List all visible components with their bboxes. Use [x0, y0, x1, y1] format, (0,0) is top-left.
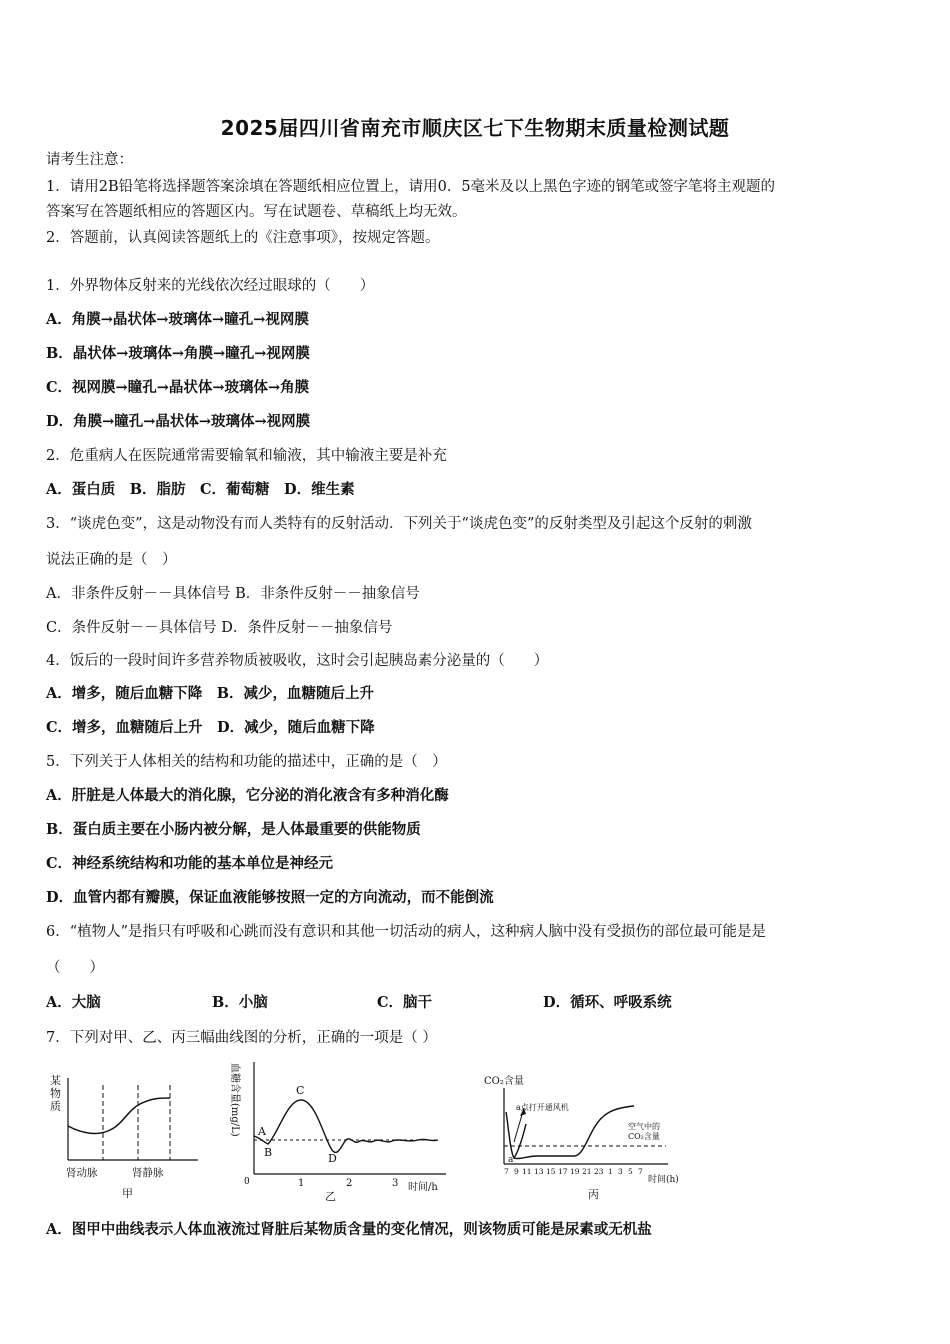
figure-bing-caption: 丙 [588, 1188, 599, 1201]
question-3-options-line-2: C．条件反射－－具体信号 D．条件反射－－抽象信号 [46, 620, 393, 636]
question-1-option-d: D．角膜→瞳孔→晶状体→玻璃体→视网膜 [46, 413, 311, 430]
figure-yi-point-c: C [296, 1084, 305, 1097]
figure-bing-tick-7: 21 [582, 1167, 592, 1176]
question-1-option-a: A．角膜→晶状体→玻璃体→瞳孔→视网膜 [46, 311, 309, 328]
figure-bing-tick-5: 17 [558, 1167, 568, 1176]
figure-yi-tick-2: 2 [346, 1178, 353, 1189]
figure-jia-ylabel-1: 某 [50, 1074, 61, 1087]
figure-jia-ylabel-2: 物 [50, 1087, 61, 1100]
figure-bing-ticks [504, 1167, 643, 1176]
figure-bing-tick-1: 9 [514, 1167, 519, 1176]
figure-yi-tick-1: 1 [298, 1178, 305, 1189]
figure-yi-tick-3: 3 [392, 1178, 399, 1189]
question-4-options-line-1: A．增多，随后血糖下降 B．减少，血糖随后上升 [46, 685, 375, 702]
figure-jia-curve [68, 1098, 170, 1133]
question-5-stem: 5．下列关于人体相关的结构和功能的描述中，正确的是（ ） [46, 754, 447, 770]
question-1-option-b: B．晶状体→玻璃体→角膜→瞳孔→视网膜 [46, 345, 310, 362]
question-4-options-line-2: C．增多，血糖随后上升 D．减少，随后血糖下降 [46, 719, 375, 736]
question-2-options: A．蛋白质 B．脂肪 C．葡萄糖 D．维生素 [46, 481, 355, 498]
question-6-option-a: A．大脑 [46, 994, 101, 1011]
figure-bing-tick-9: 1 [608, 1167, 613, 1176]
figure-bing-tick-0: 7 [504, 1167, 509, 1176]
figure-yi-xlabel: 时间/h [408, 1182, 438, 1193]
question-6-option-c: C．脑干 [377, 994, 433, 1011]
figure-yi-origin: 0 [244, 1177, 250, 1187]
figure-yi [228, 1058, 460, 1206]
question-6-stem-line-2: （ ） [46, 960, 104, 976]
question-1-option-c: C．视网膜→瞳孔→晶状体→玻璃体→角膜 [46, 379, 310, 396]
figure-bing-point-a: a [508, 1155, 514, 1165]
figure-jia-caption: 甲 [122, 1187, 133, 1200]
figure-bing-annotation: a点打开通风机 [516, 1103, 569, 1112]
question-5-option-d: D．血管内都有瓣膜，保证血液能够按照一定的方向流动，而不能倒流 [46, 889, 494, 906]
figure-bing-tick-12: 7 [638, 1167, 643, 1176]
question-3-stem-line-2: 说法正确的是（ ） [46, 552, 177, 568]
notice-heading: 请考生注意： [46, 152, 133, 168]
figure-yi-ylabel: 血糖含量(mg/L) [229, 1063, 240, 1137]
figure-jia-ylabel-3: 质 [50, 1100, 61, 1113]
figure-jia-x-label-2: 肾静脉 [132, 1167, 164, 1179]
figure-yi-curve [254, 1100, 438, 1153]
question-6-stem-line-1: 6．“植物人”是指只有呼吸和心跳而没有意识和其他一切活动的病人，这种病人脑中没有受损伤的部位最可能是是 [46, 924, 767, 940]
question-3-stem-line-1: 3．“谈虎色变”，这是动物没有而人类特有的反射活动．下列关于“谈虎色变”的反射类型及引起这个反射的刺激 [46, 516, 752, 532]
figure-bing-tick-3: 13 [534, 1167, 544, 1176]
question-3-options-line-1: A．非条件反射－－具体信号 B．非条件反射－－抽象信号 [46, 586, 420, 602]
figure-bing-tick-8: 23 [594, 1167, 604, 1176]
question-2-stem: 2．危重病人在医院通常需要输氧和输液，其中输液主要是补充 [46, 448, 447, 464]
notice-item-2: 2．答题前，认真阅读答题纸上的《注意事项》，按规定答题。 [46, 230, 440, 246]
figure-yi-point-a: A [258, 1125, 266, 1138]
figure-bing-tick-6: 19 [570, 1167, 580, 1176]
figure-bing-ylabel: CO₂含量 [484, 1076, 524, 1087]
question-7-option-a: A．图甲中曲线表示人体血液流过肾脏后某物质含量的变化情况，则该物质可能是尿素或无机盐 [46, 1221, 652, 1238]
figure-bing-reference-line-1: 空气中的 [628, 1122, 660, 1131]
question-7-stem: 7．下列对甲、乙、丙三幅曲线图的分析，正确的一项是（ ） [46, 1030, 437, 1046]
question-1-stem: 1．外界物体反射来的光线依次经过眼球的（ ） [46, 278, 375, 294]
figure-bing-tick-2: 11 [522, 1167, 532, 1176]
question-4-stem: 4．饭后的一段时间许多营养物质被吸收，这时会引起胰岛素分泌量的（ ） [46, 653, 549, 669]
notice-item-1-line-1: 1．请用2B铅笔将选择题答案涂填在答题纸相应位置上，请用0．5毫米及以上黑色字迹的钢笔或签字笔将主观题的 [46, 179, 776, 195]
notice-item-1-line-2: 答案写在答题纸相应的答题区内。写在试题卷、草稿纸上均无效。 [46, 204, 467, 220]
figure-yi-point-d: D [328, 1152, 337, 1165]
question-5-option-c: C．神经系统结构和功能的基本单位是神经元 [46, 855, 334, 872]
figure-jia-x-label-1: 肾动脉 [66, 1167, 98, 1179]
figure-bing-tick-4: 15 [546, 1167, 556, 1176]
question-5-option-b: B．蛋白质主要在小肠内被分解，是人体最重要的供能物质 [46, 821, 421, 838]
question-5-option-a: A．肝脏是人体最大的消化腺，它分泌的消化液含有多种消化酶 [46, 787, 449, 804]
figure-bing [478, 1072, 690, 1206]
figure-bing-reference-line-2: CO₂含量 [628, 1132, 660, 1141]
figure-yi-caption: 乙 [325, 1190, 336, 1203]
question-6-option-b: B．小脑 [212, 994, 268, 1011]
page-title: 2025届四川省南充市顺庆区七下生物期末质量检测试题 [220, 116, 730, 140]
figure-bing-tick-11: 5 [628, 1167, 633, 1176]
figure-bing-tick-10: 3 [618, 1167, 623, 1176]
figure-yi-point-b: B [264, 1146, 273, 1159]
question-6-option-d: D．循环、呼吸系统 [543, 994, 672, 1011]
figure-bing-xlabel: 时间(h) [648, 1175, 679, 1185]
figure-jia [48, 1070, 208, 1205]
